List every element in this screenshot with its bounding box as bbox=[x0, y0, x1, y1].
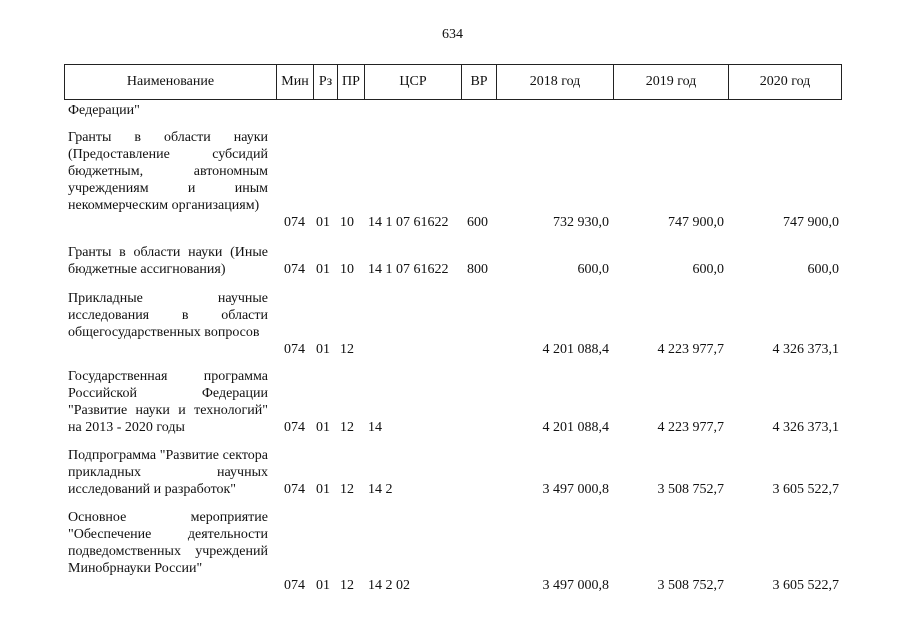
row-pr: 12 bbox=[340, 578, 354, 593]
row-2020: 4 326 373,1 bbox=[772, 420, 839, 435]
column-header-rz: Рз bbox=[313, 65, 337, 99]
row-2018: 4 201 088,4 bbox=[542, 420, 609, 435]
row-name: Подпрограмма "Развитие сектора прикладных научных исследований и разработок" bbox=[68, 448, 268, 497]
row-min: 074 bbox=[284, 420, 305, 435]
row-csr: 14 2 bbox=[368, 482, 393, 497]
row-name: Государственная программа Российской Федерации "Развитие науки и технологий" на 2013 - 2020 годы bbox=[68, 369, 268, 435]
column-header-2020: 2020 год bbox=[728, 65, 841, 99]
row-rz: 01 bbox=[316, 420, 330, 435]
row-name: Гранты в области науки (Иные бюджетные ассигнования) bbox=[68, 245, 268, 277]
row-2019: 600,0 bbox=[692, 262, 724, 277]
continuation-text: Федерации" bbox=[68, 103, 140, 118]
row-2018: 732 930,0 bbox=[553, 215, 609, 230]
row-rz: 01 bbox=[316, 482, 330, 497]
table-header bbox=[64, 64, 842, 100]
row-vr: 600 bbox=[467, 215, 488, 230]
row-2019: 4 223 977,7 bbox=[657, 342, 724, 357]
row-2020: 4 326 373,1 bbox=[772, 342, 839, 357]
column-header-2019: 2019 год bbox=[613, 65, 728, 99]
column-header-min: Мин bbox=[276, 65, 313, 99]
column-header-vr: ВР bbox=[461, 65, 496, 99]
row-2018: 600,0 bbox=[577, 262, 609, 277]
row-pr: 10 bbox=[340, 262, 354, 277]
row-min: 074 bbox=[284, 482, 305, 497]
row-min: 074 bbox=[284, 262, 305, 277]
row-name: Основное мероприятие "Обеспечение деятельности подведомственных учреждений Минобрнауки России" bbox=[68, 510, 268, 576]
column-header-csr: ЦСР bbox=[364, 65, 461, 99]
row-rz: 01 bbox=[316, 215, 330, 230]
row-2019: 4 223 977,7 bbox=[657, 420, 724, 435]
row-csr: 14 1 07 61622 bbox=[368, 262, 449, 277]
row-2020: 3 605 522,7 bbox=[772, 482, 839, 497]
row-pr: 12 bbox=[340, 420, 354, 435]
row-csr: 14 1 07 61622 bbox=[368, 215, 449, 230]
column-header-2018: 2018 год bbox=[496, 65, 613, 99]
row-2018: 3 497 000,8 bbox=[542, 482, 609, 497]
row-csr: 14 2 02 bbox=[368, 578, 410, 593]
row-min: 074 bbox=[284, 215, 305, 230]
row-csr: 14 bbox=[368, 420, 382, 435]
column-header-pr: ПР bbox=[337, 65, 364, 99]
row-pr: 12 bbox=[340, 342, 354, 357]
column-header-name: Наименование bbox=[126, 74, 215, 89]
row-2020: 747 900,0 bbox=[783, 215, 839, 230]
row-pr: 10 bbox=[340, 215, 354, 230]
row-2019: 3 508 752,7 bbox=[657, 482, 724, 497]
row-2018: 4 201 088,4 bbox=[542, 342, 609, 357]
row-2019: 3 508 752,7 bbox=[657, 578, 724, 593]
row-rz: 01 bbox=[316, 262, 330, 277]
row-pr: 12 bbox=[340, 482, 354, 497]
page-number: 634 bbox=[442, 27, 463, 42]
row-name: Гранты в области науки (Предоставление субсидий бюджетным, автономным учреждениям и иным некоммерческим организациям) bbox=[68, 130, 268, 213]
row-name: Прикладные научные исследования в области общегосударственных вопросов bbox=[68, 291, 268, 340]
row-min: 074 bbox=[284, 342, 305, 357]
row-2018: 3 497 000,8 bbox=[542, 578, 609, 593]
row-rz: 01 bbox=[316, 342, 330, 357]
row-2019: 747 900,0 bbox=[668, 215, 724, 230]
row-2020: 600,0 bbox=[807, 262, 839, 277]
row-rz: 01 bbox=[316, 578, 330, 593]
row-min: 074 bbox=[284, 578, 305, 593]
row-2020: 3 605 522,7 bbox=[772, 578, 839, 593]
row-vr: 800 bbox=[467, 262, 488, 277]
